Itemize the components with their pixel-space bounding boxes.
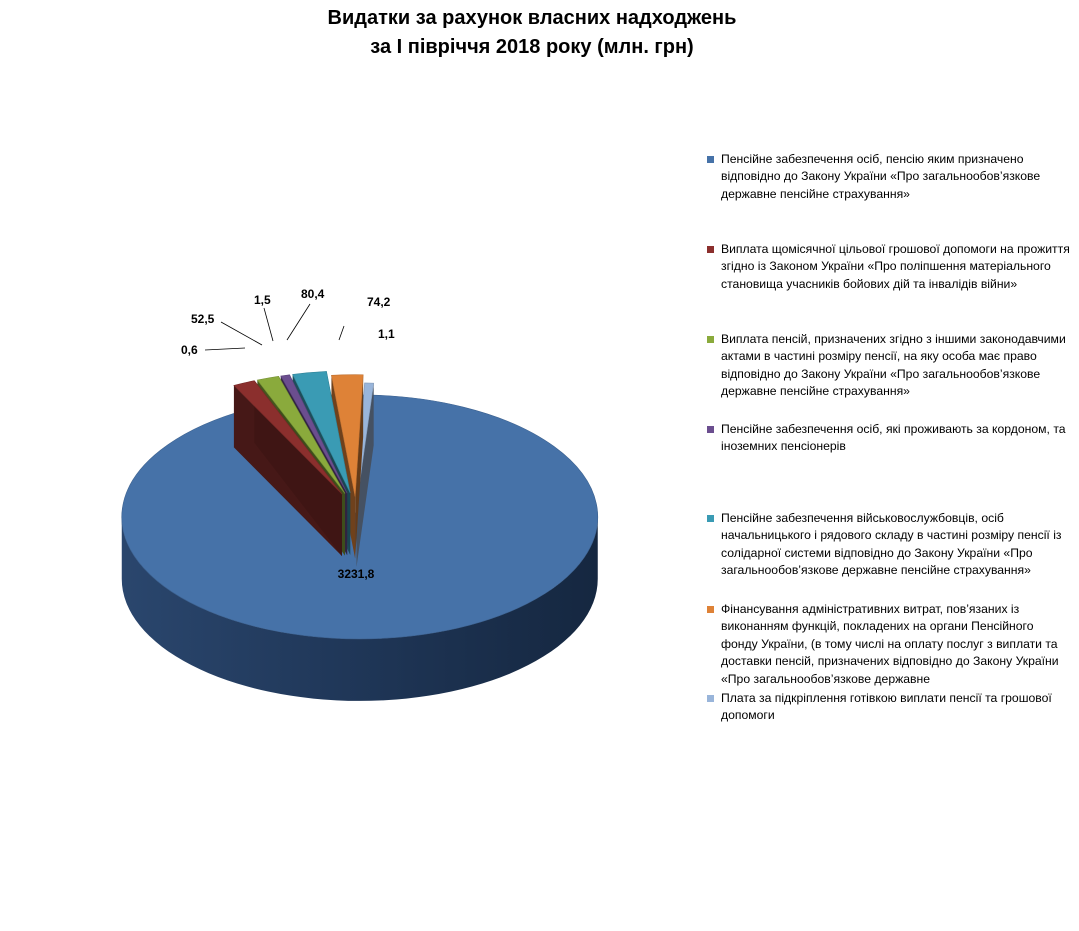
pie-slices (122, 371, 598, 700)
leader-line-extra (205, 348, 245, 350)
chart-title-line-1: Видатки за рахунок власних надходжень (327, 7, 737, 29)
leader-line-5 (287, 304, 310, 340)
leader-line-3 (264, 308, 273, 341)
data-label-6: 74,2 (367, 295, 391, 309)
legend-label-2: Виплата щомісячної цільової грошової допомоги на прожиття згідно із Законом України «Про поліпшення матеріального становища учасників бойових дій та інвалідів війни» (721, 242, 1070, 291)
data-label-5: 80,4 (301, 287, 325, 301)
legend-item-5 (707, 510, 1073, 580)
legend-label-6: Фінансування адміністративних витрат, пов’язаних із виконанням функцій, покладених на органи Пенсійного фонду України, (в тому числі на оплату послуг з виплати та доставки пенсій, призначених відповідно до Закону України «Про загальнообов’язкове державне (721, 602, 1059, 686)
legend-item-4 (707, 421, 1073, 456)
chart-title-line-2: за І півріччя 2018 року (млн. грн) (370, 36, 694, 58)
data-label-1: 3231,8 (337, 567, 375, 581)
legend-swatch-5 (707, 515, 714, 522)
leader-line-2 (221, 322, 262, 345)
leader-lines (205, 304, 344, 350)
legend-item-2 (707, 241, 1073, 293)
leader-line-6 (339, 326, 344, 340)
legend-label-7: Плата за підкріплення готівкою виплати пенсії та грошової допомоги (721, 691, 1052, 723)
legend-label-4: Пенсійне забезпечення осіб, які проживають за кордоном, та іноземних пенсіонерів (721, 422, 1066, 454)
legend-item-3 (707, 331, 1073, 401)
legend-label-3: Виплата пенсій, призначених згідно з іншими законодавчими актами в частині розміру пенсії, на яку особа має право відповідно до Закону України «Про загальнообов’язкове державне пенсійне страхування» (721, 332, 1066, 399)
data-label-extra: 0,6 (181, 343, 198, 357)
legend-item-6 (707, 601, 1073, 688)
data-label-4: 1,5 (254, 293, 271, 307)
legend-label-5: Пенсійне забезпечення військовослужбовців, осіб начальницького і рядового складу в частині розміру пенсії із солідарної системи відповідно до Закону України «Про загальнообов’язкове державне пенсійне страхування» (721, 511, 1062, 578)
legend-swatch-6 (707, 606, 714, 613)
legend-swatch-3 (707, 336, 714, 343)
legend-swatch-4 (707, 426, 714, 433)
legend-swatch-2 (707, 246, 714, 253)
legend-item-7 (707, 690, 1073, 725)
legend-item-1 (707, 151, 1073, 203)
legend-swatch-7 (707, 695, 714, 702)
legend-label-1: Пенсійне забезпечення осіб, пенсію яким призначено відповідно до Закону України «Про загальнообов’язкове державне пенсійне страхування» (721, 152, 1041, 201)
legend-swatch-1 (707, 156, 714, 163)
data-label-3: 52,5 (191, 312, 215, 326)
data-label-7: 1,1 (378, 327, 395, 341)
